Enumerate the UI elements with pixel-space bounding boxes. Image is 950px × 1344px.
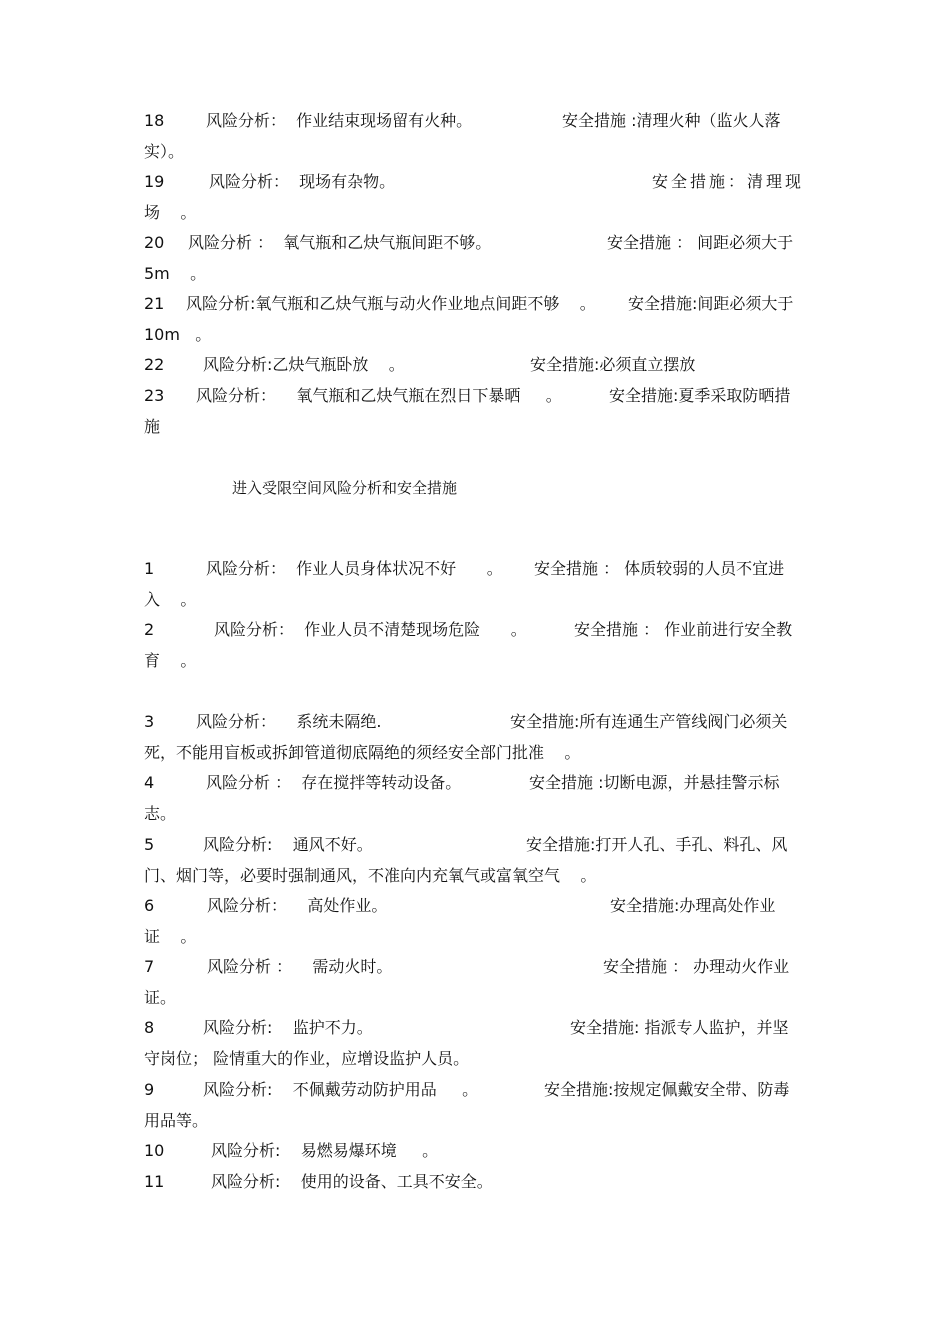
list-item xyxy=(0,1170,950,1194)
list-item-continuation xyxy=(0,140,950,164)
list-item-continuation xyxy=(0,323,950,347)
section-heading: 进入受限空间风险分析和安全措施 xyxy=(232,479,458,497)
list-item-continuation xyxy=(0,201,950,225)
continuation-text: 志。 xyxy=(144,804,177,823)
list-item-continuation xyxy=(0,986,950,1010)
item-number: 4 xyxy=(144,773,155,792)
list-item xyxy=(0,170,950,194)
continuation-text: 证。 xyxy=(144,988,177,1007)
risk-analysis: 风险分析： 作业结束现场留有火种。 xyxy=(206,111,473,130)
list-item-continuation xyxy=(0,1047,950,1071)
item-number: 3 xyxy=(144,712,155,731)
item-number: 11 xyxy=(144,1172,165,1191)
risk-analysis: 风险分析： 氧气瓶和乙炔气瓶在烈日下暴晒 。 xyxy=(196,386,562,405)
risk-analysis: 风险分析： 高处作业。 xyxy=(207,896,388,915)
list-item xyxy=(0,231,950,255)
list-item-continuation xyxy=(0,1109,950,1133)
list-item-continuation xyxy=(0,649,950,673)
list-item xyxy=(0,771,950,795)
item-number: 20 xyxy=(144,233,165,252)
risk-analysis: 风险分析： 系统未隔绝. xyxy=(196,712,382,731)
continuation-text: 入 。 xyxy=(144,590,197,609)
safety-measure: 安全措施 ： 体质较弱的人员不宜进 xyxy=(534,559,785,578)
risk-analysis: 风险分析： 作业人员身体状况不好 。 xyxy=(206,559,503,578)
risk-analysis: 风险分析 ： 氧气瓶和乙炔气瓶间距不够。 xyxy=(188,233,492,252)
item-number: 23 xyxy=(144,386,165,405)
list-item xyxy=(0,894,950,918)
list-item-continuation xyxy=(0,262,950,286)
risk-analysis: 风险分析: 易燃易爆环境 。 xyxy=(211,1141,439,1160)
safety-measure: 安全措施 ： 间距必须大于 xyxy=(607,233,794,252)
continuation-text: 证 。 xyxy=(144,927,197,946)
risk-analysis: 风险分析: 监护不力。 xyxy=(203,1018,373,1037)
risk-analysis: 风险分析 ： 存在搅拌等转动设备。 xyxy=(206,773,462,792)
item-number: 6 xyxy=(144,896,155,915)
safety-measure: 安全措施: 指派专人监护，并坚 xyxy=(570,1018,789,1037)
safety-measure: 安全措施:所有连通生产管线阀门必须关 xyxy=(510,712,788,731)
list-item xyxy=(0,710,950,734)
continuation-text: 场 。 xyxy=(144,203,197,222)
risk-analysis: 风险分析: 不佩戴劳动防护用品 。 xyxy=(203,1080,479,1099)
continuation-text: 实）。 xyxy=(144,142,185,161)
item-number: 8 xyxy=(144,1018,155,1037)
list-item xyxy=(0,292,950,316)
item-number: 19 xyxy=(144,172,165,191)
list-item-continuation xyxy=(0,925,950,949)
risk-analysis: 风险分析： 作业人员不清楚现场危险 。 xyxy=(214,620,527,639)
risk-analysis: 风险分析: 通风不好。 xyxy=(203,835,373,854)
list-item xyxy=(0,618,950,642)
list-item xyxy=(0,384,950,408)
safety-measure: 安全措施:必须直立摆放 xyxy=(530,355,696,374)
safety-measure: 安全措施:夏季采取防晒措 xyxy=(609,386,791,405)
safety-measure: 安全措施:间距必须大于 xyxy=(628,294,794,313)
list-item xyxy=(0,833,950,857)
risk-analysis: 风险分析： 现场有杂物。 xyxy=(209,172,396,191)
item-number: 1 xyxy=(144,559,155,578)
list-item xyxy=(0,1016,950,1040)
list-item-continuation xyxy=(0,864,950,888)
safety-measure: 安全措施 ： 作业前进行安全教 xyxy=(574,620,793,639)
list-item xyxy=(0,353,950,377)
list-item xyxy=(0,1139,950,1163)
continuation-text: 育 。 xyxy=(144,651,197,670)
item-number: 9 xyxy=(144,1080,155,1099)
safety-measure: 安全措施：清理现 xyxy=(652,172,805,191)
continuation-text: 5m 。 xyxy=(144,264,207,283)
item-number: 5 xyxy=(144,835,155,854)
safety-measure: 安全措施 :切断电源，并悬挂警示标 xyxy=(529,773,780,792)
continuation-text: 施 xyxy=(144,417,161,436)
item-number: 21 xyxy=(144,294,165,313)
list-item xyxy=(0,109,950,133)
continuation-text: 门、烟门等，必要时强制通风，不准向内充氧气或富氧空气 。 xyxy=(144,866,597,885)
risk-analysis: 风险分析 ： 需动火时。 xyxy=(207,957,393,976)
list-item-continuation xyxy=(0,588,950,612)
safety-measure: 安全措施 ： 办理动火作业 xyxy=(603,957,790,976)
risk-analysis: 风险分析:氧气瓶和乙炔气瓶与动火作业地点间距不够 。 xyxy=(186,294,596,313)
item-number: 22 xyxy=(144,355,165,374)
safety-measure: 安全措施:按规定佩戴安全带、防毒 xyxy=(544,1080,790,1099)
list-item xyxy=(0,955,950,979)
item-number: 7 xyxy=(144,957,155,976)
item-number: 18 xyxy=(144,111,165,130)
list-item-continuation xyxy=(0,415,950,439)
risk-analysis: 风险分析:乙炔气瓶卧放 。 xyxy=(203,355,405,374)
continuation-text: 10m 。 xyxy=(144,325,212,344)
safety-measure: 安全措施:办理高处作业 xyxy=(610,896,776,915)
item-number: 2 xyxy=(144,620,155,639)
list-item xyxy=(0,557,950,581)
continuation-text: 用品等。 xyxy=(144,1111,209,1130)
continuation-text: 死，不能用盲板或拆卸管道彻底隔绝的须经安全部门批准 。 xyxy=(144,743,581,762)
list-item-continuation xyxy=(0,802,950,826)
list-item-continuation xyxy=(0,741,950,765)
continuation-text: 守岗位； 险情重大的作业，应增设监护人员。 xyxy=(144,1049,470,1068)
safety-measure: 安全措施:打开人孔、手孔、料孔、风 xyxy=(526,835,788,854)
risk-analysis: 风险分析: 使用的设备、工具不安全。 xyxy=(211,1172,493,1191)
item-number: 10 xyxy=(144,1141,165,1160)
list-item xyxy=(0,1078,950,1102)
safety-measure: 安全措施 :清理火种（监火人落 xyxy=(562,111,781,130)
